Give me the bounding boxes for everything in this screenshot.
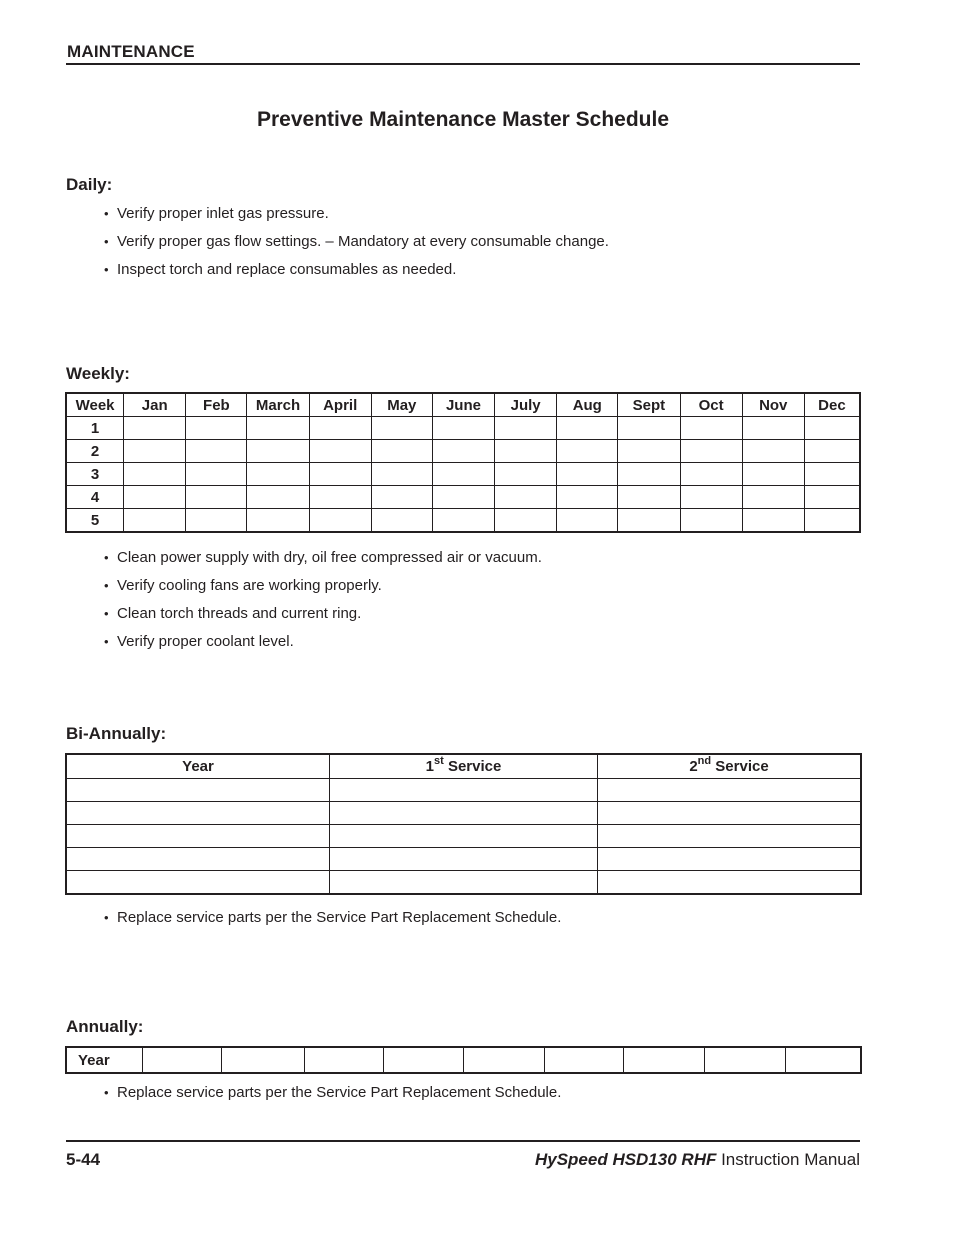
column-header: Oct xyxy=(680,394,742,417)
table-row xyxy=(67,486,860,509)
week-number: 5 xyxy=(67,509,124,532)
table-cell[interactable] xyxy=(330,779,598,802)
bi-annually-header-row xyxy=(67,755,861,779)
table-cell[interactable] xyxy=(598,848,861,871)
header-section-title: MAINTENANCE xyxy=(67,42,195,61)
table-cell[interactable] xyxy=(557,417,618,440)
table-cell[interactable] xyxy=(309,509,371,532)
table-cell[interactable] xyxy=(309,417,371,440)
row-label-year: Year xyxy=(67,1048,143,1073)
table-cell[interactable] xyxy=(247,417,309,440)
table-cell[interactable] xyxy=(804,509,859,532)
column-header: Feb xyxy=(186,394,247,417)
table-row xyxy=(67,871,861,894)
page-title: Preventive Maintenance Master Schedule xyxy=(257,108,669,131)
table-cell[interactable] xyxy=(330,871,598,894)
column-header: Week xyxy=(67,394,124,417)
table-cell[interactable] xyxy=(545,1048,624,1073)
table-cell[interactable] xyxy=(330,802,598,825)
product-brand: HySpeed HSD130 RHF xyxy=(534,1150,717,1169)
table-row xyxy=(67,463,860,486)
column-header: May xyxy=(371,394,432,417)
table-cell[interactable] xyxy=(742,463,804,486)
table-cell[interactable] xyxy=(495,463,557,486)
bi-annually-table xyxy=(66,754,861,894)
weekly-table xyxy=(66,393,860,532)
table-cell[interactable] xyxy=(371,417,432,440)
table-cell[interactable] xyxy=(309,440,371,463)
table-cell[interactable] xyxy=(67,825,330,848)
column-header-year: Year xyxy=(67,755,330,779)
table-cell[interactable] xyxy=(618,417,680,440)
table-cell[interactable] xyxy=(804,486,859,509)
list-item: • Clean torch threads and current ring. xyxy=(104,605,362,622)
table-row xyxy=(67,1048,861,1073)
table-cell[interactable] xyxy=(432,509,494,532)
page-number: 5-44 xyxy=(66,1150,101,1169)
table-cell[interactable] xyxy=(67,802,330,825)
column-header: July xyxy=(495,394,557,417)
list-item: • Verify cooling fans are working properly. xyxy=(104,577,382,594)
table-row xyxy=(67,779,861,802)
column-header: March xyxy=(247,394,309,417)
table-cell[interactable] xyxy=(384,1048,464,1073)
column-header: Dec xyxy=(804,394,859,417)
table-cell[interactable] xyxy=(432,417,494,440)
table-cell[interactable] xyxy=(598,779,861,802)
annually-list xyxy=(104,1084,561,1112)
table-cell[interactable] xyxy=(247,440,309,463)
table-cell[interactable] xyxy=(680,417,742,440)
annually-heading: Annually: xyxy=(66,1017,144,1036)
table-cell[interactable] xyxy=(786,1048,861,1073)
list-item: • Verify proper inlet gas pressure. xyxy=(104,205,329,222)
annually-table xyxy=(66,1047,861,1073)
table-cell[interactable] xyxy=(432,486,494,509)
table-cell[interactable] xyxy=(309,463,371,486)
table-row xyxy=(67,417,860,440)
table-cell[interactable] xyxy=(680,463,742,486)
table-cell[interactable] xyxy=(371,486,432,509)
table-cell[interactable] xyxy=(804,463,859,486)
table-cell[interactable] xyxy=(680,509,742,532)
daily-heading: Daily: xyxy=(66,175,113,194)
table-cell[interactable] xyxy=(680,486,742,509)
table-cell[interactable] xyxy=(618,486,680,509)
table-cell[interactable] xyxy=(309,486,371,509)
manual-label: Instruction Manual xyxy=(716,1150,860,1169)
column-header: Jan xyxy=(124,394,186,417)
table-cell[interactable] xyxy=(124,417,186,440)
table-cell[interactable] xyxy=(186,440,247,463)
table-cell[interactable] xyxy=(618,509,680,532)
table-cell[interactable] xyxy=(67,848,330,871)
table-cell[interactable] xyxy=(598,871,861,894)
table-cell[interactable] xyxy=(495,440,557,463)
table-cell[interactable] xyxy=(67,779,330,802)
column-header: April xyxy=(309,394,371,417)
table-cell[interactable] xyxy=(432,463,494,486)
week-number: 2 xyxy=(67,440,124,463)
table-cell[interactable] xyxy=(67,871,330,894)
table-cell[interactable] xyxy=(124,440,186,463)
table-cell[interactable] xyxy=(371,440,432,463)
table-cell[interactable] xyxy=(305,1048,384,1073)
list-item: • Verify proper gas flow settings. – Mandatory at every consumable change. xyxy=(104,233,609,250)
list-item: • Verify proper coolant level. xyxy=(104,633,294,650)
header-rule xyxy=(66,63,860,65)
table-cell[interactable] xyxy=(557,486,618,509)
table-cell[interactable] xyxy=(742,486,804,509)
table-cell[interactable] xyxy=(124,509,186,532)
table-cell[interactable] xyxy=(186,486,247,509)
table-cell[interactable] xyxy=(124,463,186,486)
table-cell[interactable] xyxy=(742,509,804,532)
week-number: 4 xyxy=(67,486,124,509)
table-cell[interactable] xyxy=(618,440,680,463)
table-cell[interactable] xyxy=(186,463,247,486)
table-cell[interactable] xyxy=(371,509,432,532)
column-header: Nov xyxy=(742,394,804,417)
table-cell[interactable] xyxy=(680,440,742,463)
column-header: June xyxy=(432,394,494,417)
table-row xyxy=(67,509,860,532)
table-cell[interactable] xyxy=(124,486,186,509)
week-number: 3 xyxy=(67,463,124,486)
table-cell[interactable] xyxy=(495,417,557,440)
weekly-heading: Weekly: xyxy=(66,364,130,383)
table-row xyxy=(67,848,861,871)
list-item: • Replace service parts per the Service Part Replacement Schedule. xyxy=(104,1084,562,1101)
table-cell[interactable] xyxy=(247,463,309,486)
table-cell[interactable] xyxy=(557,463,618,486)
table-cell[interactable] xyxy=(598,802,861,825)
column-header: Aug xyxy=(557,394,618,417)
table-row xyxy=(67,440,860,463)
column-header: Sept xyxy=(618,394,680,417)
table-cell[interactable] xyxy=(705,1048,786,1073)
table-cell[interactable] xyxy=(598,825,861,848)
table-cell[interactable] xyxy=(624,1048,705,1073)
table-cell[interactable] xyxy=(742,417,804,440)
table-row xyxy=(67,802,861,825)
table-cell[interactable] xyxy=(186,509,247,532)
daily-list xyxy=(104,205,609,289)
bi-annually-list xyxy=(104,909,561,937)
table-cell[interactable] xyxy=(557,440,618,463)
table-cell[interactable] xyxy=(618,463,680,486)
table-row xyxy=(67,825,861,848)
list-item: • Inspect torch and replace consumables as needed. xyxy=(104,261,457,278)
table-cell[interactable] xyxy=(143,1048,222,1073)
bi-annually-heading: Bi-Annually: xyxy=(66,724,167,743)
table-cell[interactable] xyxy=(330,825,598,848)
footer-rule xyxy=(66,1140,860,1142)
table-cell[interactable] xyxy=(464,1048,545,1073)
weekly-list xyxy=(104,549,542,661)
table-cell[interactable] xyxy=(557,509,618,532)
column-header-first-service: 1st Service xyxy=(330,755,598,779)
table-cell[interactable] xyxy=(371,463,432,486)
table-cell[interactable] xyxy=(804,417,859,440)
list-item: • Clean power supply with dry, oil free compressed air or vacuum. xyxy=(104,549,542,566)
week-number: 1 xyxy=(67,417,124,440)
table-cell[interactable] xyxy=(330,848,598,871)
table-cell[interactable] xyxy=(495,509,557,532)
table-cell[interactable] xyxy=(742,440,804,463)
table-cell[interactable] xyxy=(222,1048,305,1073)
manual-title xyxy=(535,1150,860,1170)
table-cell[interactable] xyxy=(432,440,494,463)
table-cell[interactable] xyxy=(804,440,859,463)
weekly-header-row xyxy=(67,394,860,417)
table-cell[interactable] xyxy=(247,486,309,509)
table-cell[interactable] xyxy=(495,486,557,509)
table-cell[interactable] xyxy=(247,509,309,532)
table-cell[interactable] xyxy=(186,417,247,440)
column-header-second-service: 2nd Service xyxy=(598,755,861,779)
list-item: • Replace service parts per the Service Part Replacement Schedule. xyxy=(104,909,562,926)
